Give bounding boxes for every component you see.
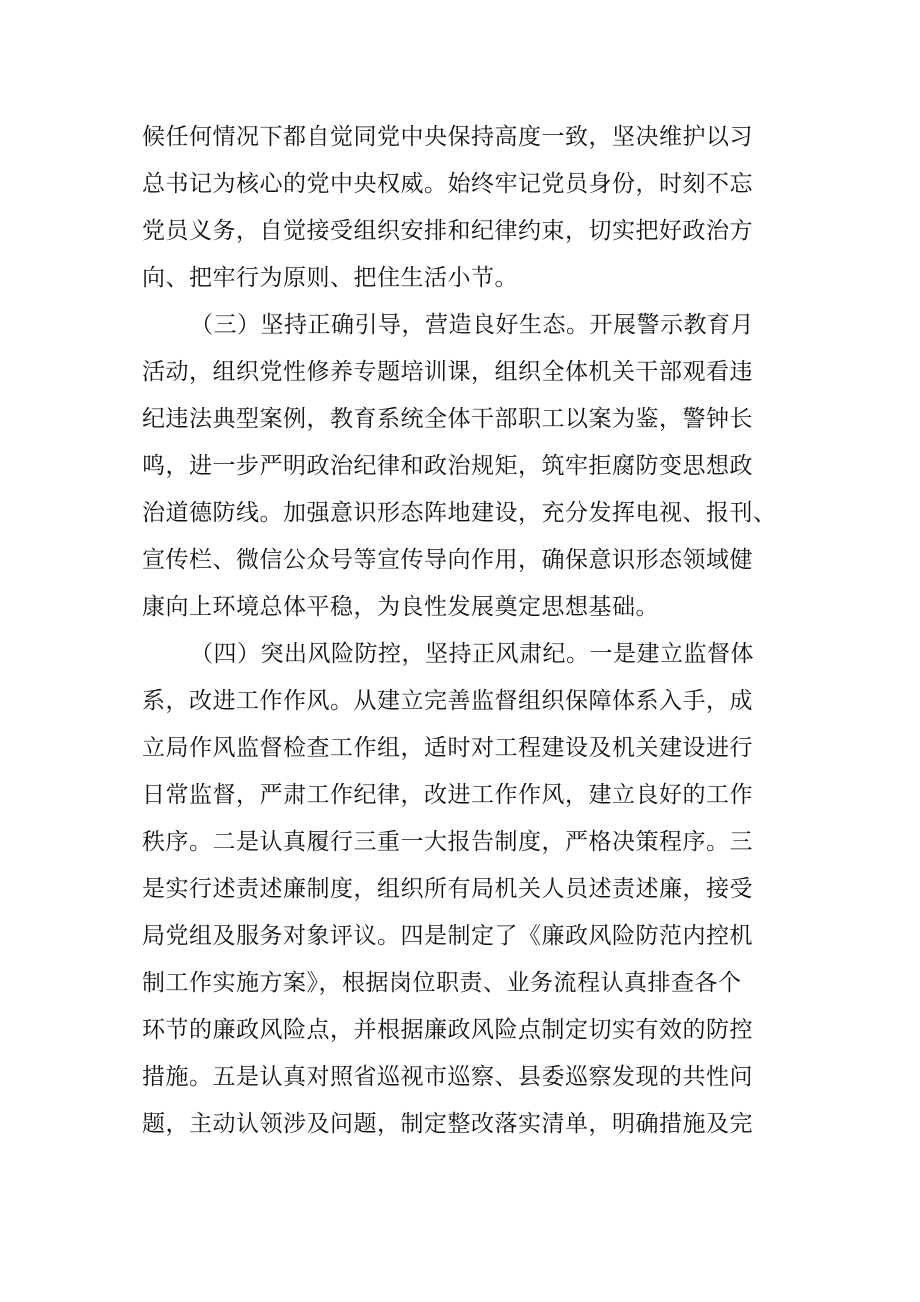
section-three-heading-line: （三）坚持正确引导，营造良好生态。开展警示教育月 xyxy=(190,312,754,338)
text-line: 向、把牢行为原则、把住生活小节。 xyxy=(142,265,518,291)
text-line: 纪违法典型案例，教育系统全体干部职工以案为鉴，警钟长 xyxy=(142,406,753,432)
text-line: 候任何情况下都自觉同党中央保持高度一致，坚决维护以习 xyxy=(142,124,753,150)
text-line: 治道德防线。加强意识形态阵地建设，充分发挥电视、报刊、 xyxy=(142,500,777,526)
text-line: 党员义务，自觉接受组织安排和纪律约束，切实把好政治方 xyxy=(142,218,753,244)
text-line: 是实行述责述廉制度，组织所有局机关人员述责述廉，接受 xyxy=(142,876,753,902)
text-line: 鸣，进一步严明政治纪律和政治规矩，筑牢拒腐防变思想政 xyxy=(142,453,753,479)
text-line: 活动，组织党性修养专题培训课，组织全体机关干部观看违 xyxy=(142,359,753,385)
text-line: 措施。五是认真对照省巡视市巡察、县委巡察发现的共性问 xyxy=(142,1064,753,1090)
section-four-heading-line: （四）突出风险防控，坚持正风肃纪。一是建立监督体 xyxy=(190,641,754,667)
text-line: 秩序。二是认真履行三重一大报告制度，严格决策程序。三 xyxy=(142,829,753,855)
document-body xyxy=(142,114,782,1148)
text-line: 日常监督，严肃工作纪律，改进工作作风，建立良好的工作 xyxy=(142,782,753,808)
text-line: 宣传栏、微信公众号等宣传导向作用，确保意识形态领域健 xyxy=(142,547,753,573)
text-line: 立局作风监督检查工作组，适时对工程建设及机关建设进行 xyxy=(142,735,753,761)
text-line: 康向上环境总体平稳，为良性发展奠定思想基础。 xyxy=(142,594,659,620)
text-line: 局党组及服务对象评议。四是制定了《廉政风险防范内控机 xyxy=(142,923,753,949)
text-line: 系，改进工作作风。从建立完善监督组织保障体系入手，成 xyxy=(142,688,753,714)
text-line: 制工作实施方案》，根据岗位职责、业务流程认真排查各个 xyxy=(142,970,742,996)
text-line: 题，主动认领涉及问题，制定整改落实清单，明确措施及完 xyxy=(142,1111,753,1137)
text-line: 环节的廉政风险点，并根据廉政风险点制定切实有效的防控 xyxy=(142,1017,753,1043)
text-line: 总书记为核心的党中央权威。始终牢记党员身份，时刻不忘 xyxy=(142,171,753,197)
